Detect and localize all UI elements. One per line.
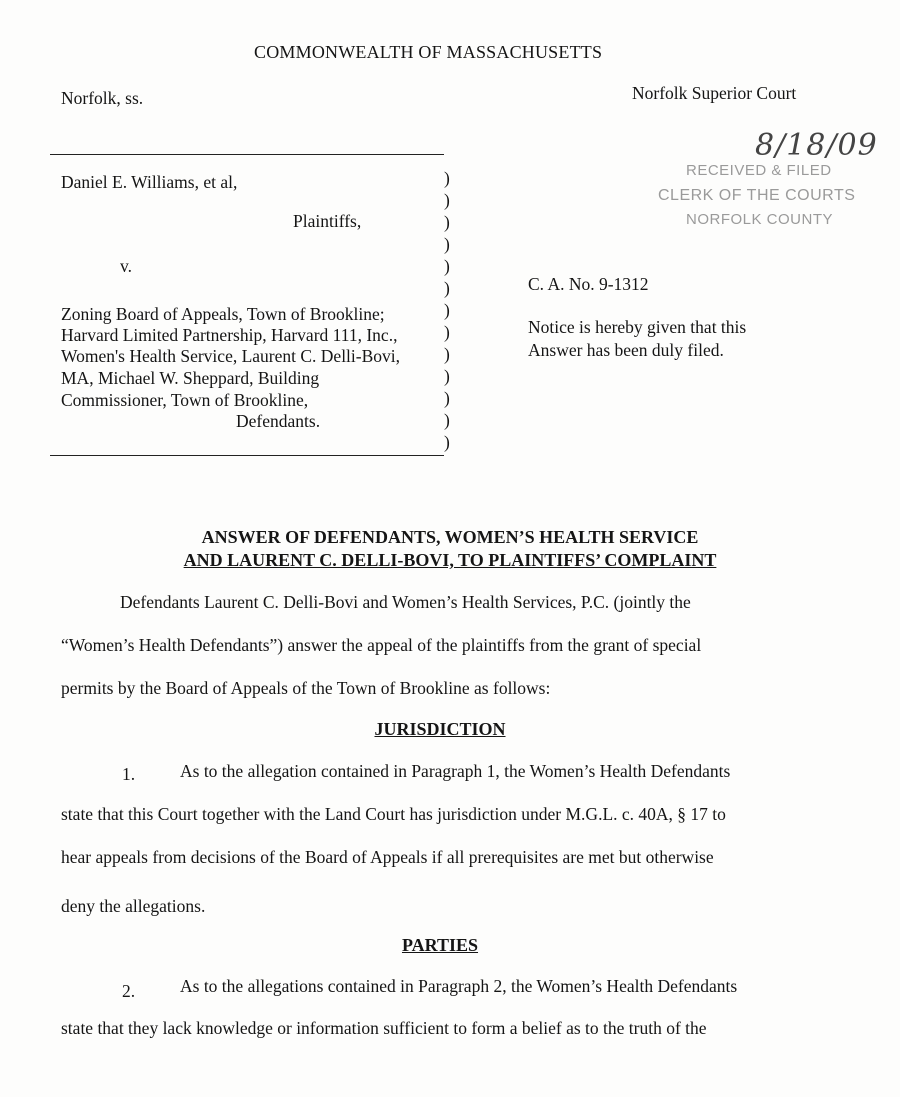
paragraph-line: deny the allegations. bbox=[61, 896, 206, 916]
defendant-line: Zoning Board of Appeals, Town of Brookline; bbox=[61, 304, 385, 324]
intro-line: permits by the Board of Appeals of the Town of Brookline as follows: bbox=[61, 678, 551, 698]
jurisdiction-heading: JURISDICTION bbox=[374, 719, 506, 739]
defendant-line: Commissioner, Town of Brookline, bbox=[61, 390, 309, 410]
caption-paren: ) bbox=[444, 278, 450, 298]
caption-paren: ) bbox=[444, 344, 450, 364]
notice-line: Notice is hereby given that this bbox=[528, 317, 747, 337]
intro-line: “Women’s Health Defendants”) answer the appeal of the plaintiffs from the grant of special bbox=[61, 635, 702, 655]
defendant-line: Women's Health Service, Laurent C. Delli-Bovi, bbox=[61, 346, 401, 366]
paragraph-line: As to the allegations contained in Paragraph 2, the Women’s Health Defendants bbox=[180, 976, 738, 996]
caption-paren: ) bbox=[444, 300, 450, 320]
defendant-line: Harvard Limited Partnership, Harvard 111, Inc., bbox=[61, 325, 398, 345]
paragraph-line: state that this Court together with the Land Court has jurisdiction under M.G.L. c. 40A, § 17 to bbox=[61, 804, 726, 824]
caption-paren: ) bbox=[444, 366, 450, 386]
court-name: Norfolk Superior Court bbox=[632, 83, 797, 103]
caption-top-rule bbox=[50, 154, 444, 155]
county-label: Norfolk, ss. bbox=[61, 88, 144, 108]
paragraph-line: state that they lack knowledge or information sufficient to form a belief as to the truth of the bbox=[61, 1018, 707, 1038]
plaintiff-name: Daniel E. Williams, et al, bbox=[61, 172, 238, 192]
caption-paren: ) bbox=[444, 388, 450, 408]
handwritten-date: 8/18/09 bbox=[755, 128, 878, 163]
caption-paren: ) bbox=[444, 256, 450, 276]
document-title-line2: AND LAURENT C. DELLI-BOVI, TO PLAINTIFFS’ COMPLAINT bbox=[183, 550, 717, 570]
stamp-line-county: NORFOLK COUNTY bbox=[686, 211, 834, 228]
caption-paren: ) bbox=[444, 234, 450, 254]
intro-line: Defendants Laurent C. Delli-Bovi and Women’s Health Services, P.C. (jointly the bbox=[120, 592, 691, 612]
caption-paren: ) bbox=[444, 168, 450, 188]
stamp-line-clerk: CLERK OF THE COURTS bbox=[658, 187, 856, 204]
caption-bottom-rule bbox=[50, 455, 444, 456]
court-state-heading: COMMONWEALTH OF MASSACHUSETTS bbox=[254, 42, 603, 62]
defendant-role: Defendants. bbox=[236, 411, 321, 431]
caption-paren: ) bbox=[444, 322, 450, 342]
case-number: C. A. No. 9-1312 bbox=[528, 274, 649, 294]
caption-paren: ) bbox=[444, 212, 450, 232]
notice-line: Answer has been duly filed. bbox=[528, 340, 724, 360]
paragraph-line: As to the allegation contained in Paragraph 1, the Women’s Health Defendants bbox=[180, 761, 731, 781]
plaintiff-role: Plaintiffs, bbox=[293, 211, 362, 231]
caption-paren: ) bbox=[444, 410, 450, 430]
paragraph-number: 1. bbox=[122, 764, 136, 784]
paragraph-line: hear appeals from decisions of the Board of Appeals if all prerequisites are met but otherwise bbox=[61, 847, 714, 867]
caption-paren: ) bbox=[444, 432, 450, 452]
caption-paren: ) bbox=[444, 190, 450, 210]
stamp-line-received: RECEIVED & FILED bbox=[686, 162, 832, 179]
document-title-line1: ANSWER OF DEFENDANTS, WOMEN’S HEALTH SERVICE bbox=[201, 527, 699, 547]
parties-heading: PARTIES bbox=[401, 935, 479, 955]
defendant-line: MA, Michael W. Sheppard, Building bbox=[61, 368, 320, 388]
paragraph-number: 2. bbox=[122, 981, 136, 1001]
versus-label: v. bbox=[120, 256, 132, 276]
